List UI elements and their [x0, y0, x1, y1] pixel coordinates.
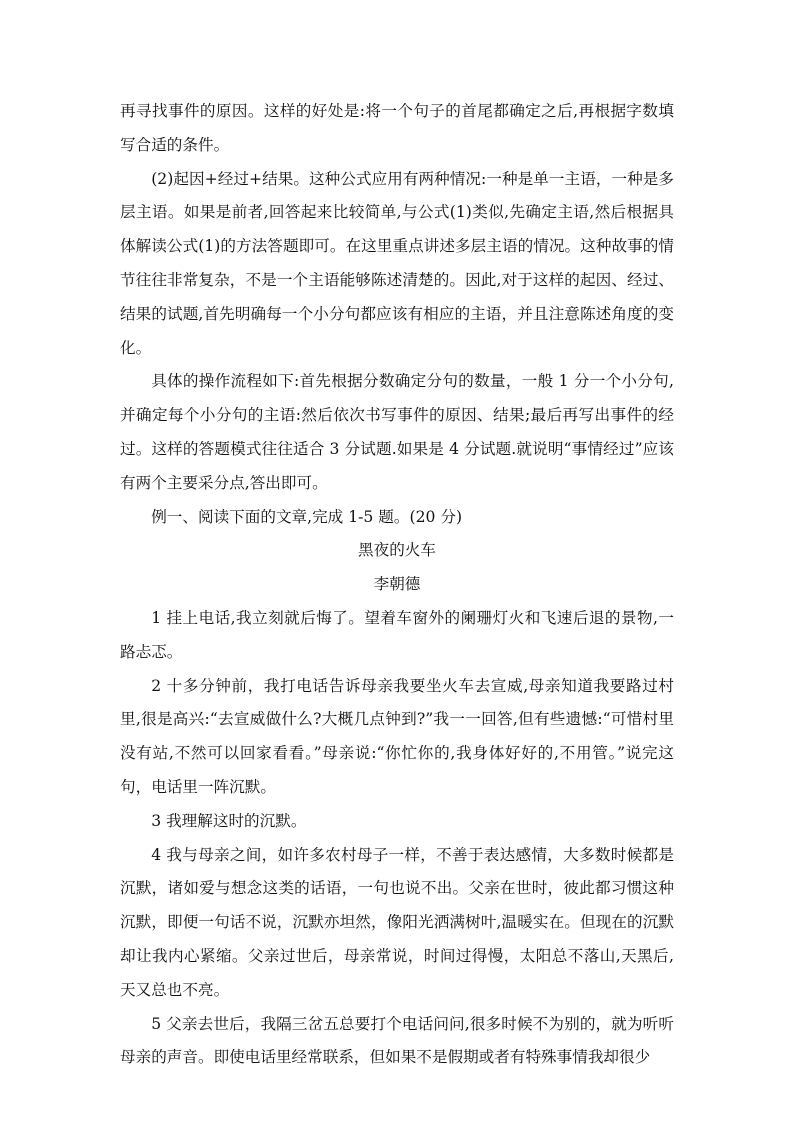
- story-paragraph-2: 2 十多分钟前，我打电话告诉母亲我要坐火车去宣威,母亲知道我要路过村里,很是高兴:“去宣威做什么?大概几点钟到?”我一一回答,但有些遗憾:“可惜村里没有站,不然可以回家看看。”母亲说:“你忙你的,我身体好好的,不用管。”说完这句，电话里一阵沉默。: [120, 676, 674, 796]
- story-paragraph-5: 5 父亲去世后，我隔三岔五总要打个电话问问,很多时候不为别的，就为听听母亲的声音。即使电话里经常联系，但如果不是假期或者有特殊事情我却很少: [120, 1014, 674, 1067]
- paragraph-intro-continuation: 再寻找事件的原因。这样的好处是:将一个句子的首尾都确定之后,再根据字数填写合适的条件。: [120, 102, 674, 154]
- paragraph-example-instruction: 例一、阅读下面的文章,完成 1-5 题。(20 分): [151, 507, 463, 526]
- story-title: 黑夜的火车: [358, 541, 436, 560]
- paragraph-procedure: 具体的操作流程如下:首先根据分数确定分句的数量，一般 1 分一个小分句,并确定每个小分句的主语:然后依次书写事件的原因、结果;最后再写出事件的经过。这样的答题模式往往适合 3 分试题.如果是 4 分试题.就说明“事情经过”应该有两个主要采分点,答出即可。: [120, 372, 674, 492]
- document-page: [120, 95, 674, 1075]
- story-author: 李朝德: [373, 575, 421, 594]
- story-paragraph-1: 1 挂上电话,我立刻就后悔了。望着车窗外的阑珊灯火和飞速后退的景物,一路忐忑。: [120, 608, 674, 661]
- story-paragraph-4: 4 我与母亲之间，如许多农村母子一样，不善于表达感情，大多数时候都是沉默，诸如爱与想念这类的话语，一句也说不出。父亲在世时，彼此都习惯这种沉默，即便一句话不说，沉默亦坦然，像阳光洒满树叶,温暖实在。但现在的沉默却让我内心紧缩。父亲过世后，母亲常说，时间过得慢，太阳总不落山,天黑后,天又总也不亮。: [120, 845, 674, 999]
- paragraph-formula-2: (2)起因+经过+结果。这种公式应用有两种情况:一种是单一主语，一种是多层主语。如果是前者,回答起来比较简单,与公式(1)类似,先确定主语,然后根据具体解读公式(1)的方法答题即可。在这里重点讲述多层主语的情况。这种故事的情节往往非常复杂，不是一个主语能够陈述清楚的。因此,对于这样的起因、经过、结果的试题,首先明确每一个小分句都应该有相应的主语，并且注意陈述角度的变化。: [120, 169, 674, 357]
- story-paragraph-3: 3 我理解这时的沉默。: [151, 811, 307, 830]
